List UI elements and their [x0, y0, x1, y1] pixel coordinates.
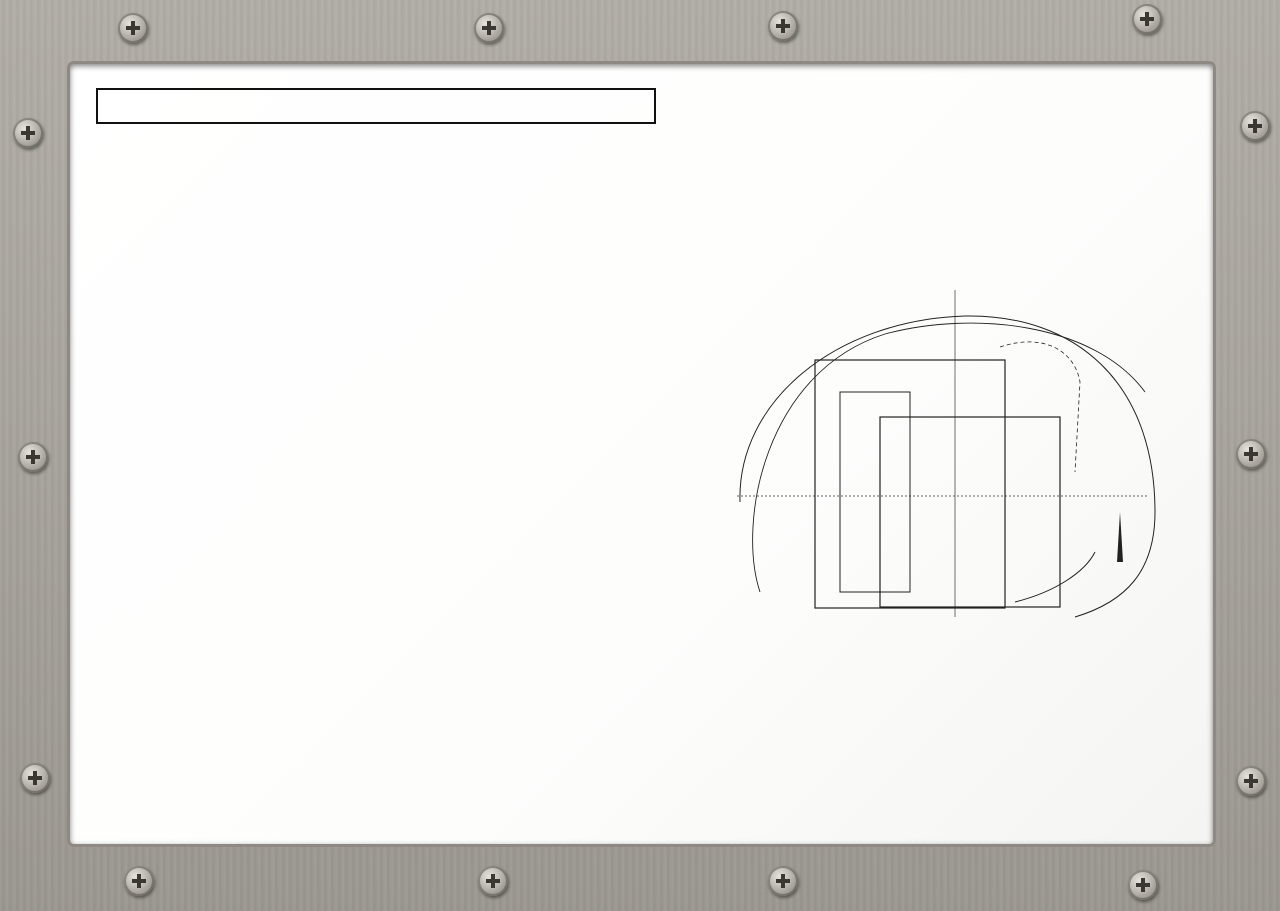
screw-icon: [118, 13, 148, 43]
screw-icon: [18, 442, 48, 472]
screw-icon: [478, 866, 508, 896]
title-box: [96, 88, 656, 124]
south-apron-arc: [1015, 552, 1095, 602]
screw-icon: [768, 11, 798, 41]
sign-panel: [70, 64, 1213, 844]
north-arrow: [1117, 512, 1123, 562]
screw-icon: [20, 763, 50, 793]
dashed-apron: [1000, 342, 1080, 472]
screw-icon: [13, 118, 43, 148]
screw-icon: [1240, 111, 1270, 141]
screw-icon: [124, 866, 154, 896]
screw-icon: [1236, 439, 1266, 469]
mound-contour-diagram: [715, 272, 1185, 642]
temple-platform-outline: [880, 417, 1060, 607]
screw-icon: [1128, 870, 1158, 900]
outer-contour: [753, 323, 1145, 592]
outer-contour: [740, 316, 1155, 617]
screw-icon: [768, 866, 798, 896]
screw-icon: [1236, 766, 1266, 796]
screw-icon: [474, 13, 504, 43]
terrace-outline: [840, 392, 910, 592]
screw-icon: [1132, 4, 1162, 34]
